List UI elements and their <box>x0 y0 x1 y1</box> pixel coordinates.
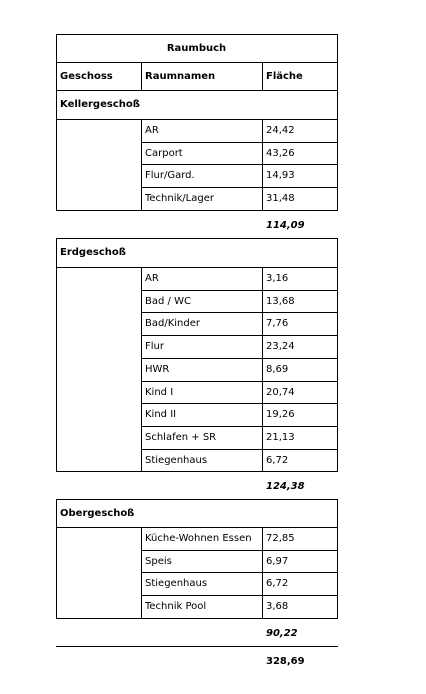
room-row-rule <box>141 290 338 291</box>
header-geschoss: Geschoss <box>60 71 113 82</box>
room-area: 24,42 <box>266 125 295 136</box>
room-row-rule <box>141 595 338 596</box>
table-title: Raumbuch <box>166 43 227 54</box>
room-row-rule <box>141 618 338 619</box>
room-area: 3,68 <box>266 601 289 613</box>
room-name: Küche-Wohnen Essen <box>145 533 252 544</box>
header-flaeche: Fläche <box>266 71 303 82</box>
room-row-rule <box>141 403 338 404</box>
room-area: 6,97 <box>266 555 289 567</box>
room-row-rule <box>141 572 338 573</box>
subtotal-rule <box>56 499 338 500</box>
floor-label-rule <box>56 119 338 120</box>
room-name: Kind I <box>145 386 174 398</box>
room-row-rule <box>141 312 338 313</box>
room-area: 19,26 <box>266 409 295 421</box>
room-name: Flur/Gard. <box>145 170 195 182</box>
table-top-rule <box>56 34 338 35</box>
room-area: 6,72 <box>266 578 289 590</box>
room-row-rule <box>141 449 338 450</box>
room-area: 8,69 <box>266 363 289 375</box>
floor-label-rule <box>56 527 338 528</box>
room-row-rule <box>141 164 338 165</box>
room-name: HWR <box>145 363 170 375</box>
room-name: Stiegenhaus <box>145 454 208 466</box>
room-area: 7,76 <box>266 318 289 330</box>
header-col-rule <box>141 62 142 90</box>
room-name: Technik Pool <box>145 601 207 613</box>
room-area: 21,13 <box>266 431 295 443</box>
header-raumnamen: Raumnamen <box>145 71 216 82</box>
room-area: 72,85 <box>266 533 295 544</box>
room-area: 43,26 <box>266 147 295 159</box>
floor-right-rule <box>337 499 338 618</box>
room-name: Technik/Lager <box>145 193 214 205</box>
header-bottom-rule <box>56 90 338 91</box>
room-row-rule <box>141 358 338 359</box>
room-name: Stiegenhaus <box>145 578 208 590</box>
area-col-rule <box>262 267 263 471</box>
room-row-rule <box>141 187 338 188</box>
room-area: 13,68 <box>266 295 295 307</box>
room-area: 14,93 <box>266 170 295 182</box>
floor-subtotal: 90,22 <box>266 627 298 639</box>
floor-left-rule <box>56 238 57 471</box>
room-area: 20,74 <box>266 386 295 398</box>
room-row-rule <box>141 335 338 336</box>
grand-total: 328,69 <box>266 656 305 667</box>
room-area: 23,24 <box>266 341 295 353</box>
room-row-rule <box>141 550 338 551</box>
room-name: AR <box>145 125 159 136</box>
room-row-rule <box>141 426 338 427</box>
room-col-rule <box>141 267 142 471</box>
room-area: 3,16 <box>266 273 289 284</box>
title-rule <box>56 62 338 63</box>
subtotal-rule <box>56 238 338 239</box>
floor-bottom-rule <box>56 210 142 211</box>
floor-name: Obergeschoß <box>60 508 135 519</box>
floor-right-rule <box>337 90 338 210</box>
room-name: Bad / WC <box>145 295 191 307</box>
subtotal-rule <box>56 646 338 647</box>
header-col-rule <box>262 62 263 90</box>
room-row-rule <box>141 381 338 382</box>
floor-left-rule <box>56 499 57 618</box>
room-name: Carport <box>145 147 183 159</box>
floor-name: Erdgeschoß <box>60 247 126 258</box>
room-row-rule <box>141 471 338 472</box>
floor-bottom-rule <box>56 618 142 619</box>
room-name: AR <box>145 273 159 284</box>
floor-label-rule <box>56 267 338 268</box>
floor-bottom-rule <box>56 471 142 472</box>
floor-subtotal: 124,38 <box>266 481 305 493</box>
room-name: Speis <box>145 555 172 567</box>
floor-name: Kellergeschoß <box>60 99 140 110</box>
room-name: Flur <box>145 341 164 353</box>
room-area: 31,48 <box>266 193 295 205</box>
room-row-rule <box>141 142 338 143</box>
room-area: 6,72 <box>266 454 289 466</box>
floor-subtotal: 114,09 <box>266 219 305 231</box>
floor-right-rule <box>337 238 338 471</box>
room-name: Schlafen + SR <box>145 431 217 443</box>
room-name: Kind II <box>145 409 177 421</box>
room-name: Bad/Kinder <box>145 318 200 330</box>
room-row-rule <box>141 210 338 211</box>
floor-left-rule <box>56 90 57 210</box>
